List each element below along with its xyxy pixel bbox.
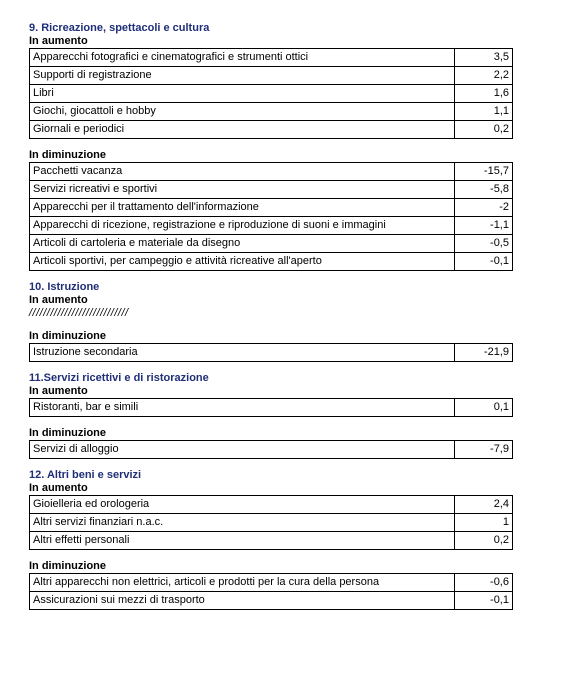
item-label: Altri servizi finanziari n.a.c. bbox=[30, 514, 455, 532]
item-value: 0,2 bbox=[455, 121, 513, 139]
table-row bbox=[30, 85, 513, 103]
item-label: Apparecchi fotografici e cinematografici e strumenti ottici bbox=[30, 49, 455, 67]
document bbox=[29, 22, 513, 610]
increase-table bbox=[29, 495, 513, 550]
item-label: Gioielleria ed orologeria bbox=[30, 496, 455, 514]
table-row bbox=[30, 574, 513, 592]
decrease-table bbox=[29, 440, 513, 459]
item-label: Altri apparecchi non elettrici, articoli e prodotti per la cura della persona bbox=[30, 574, 455, 592]
empty-placeholder: //////////////////////////// bbox=[29, 307, 129, 319]
item-label: Pacchetti vacanza bbox=[30, 163, 455, 181]
decrease-table bbox=[29, 573, 513, 610]
item-value: -0,1 bbox=[455, 253, 513, 271]
item-value: -5,8 bbox=[455, 181, 513, 199]
item-label: Istruzione secondaria bbox=[30, 344, 455, 362]
item-value: 0,2 bbox=[455, 532, 513, 550]
item-value: 1,6 bbox=[455, 85, 513, 103]
item-value: -15,7 bbox=[455, 163, 513, 181]
table-row bbox=[30, 49, 513, 67]
table-row bbox=[30, 103, 513, 121]
item-label: Servizi ricreativi e sportivi bbox=[30, 181, 455, 199]
section-istruzione bbox=[29, 281, 513, 362]
table-row bbox=[30, 344, 513, 362]
decrease-table bbox=[29, 162, 513, 271]
table-row bbox=[30, 67, 513, 85]
table-row bbox=[30, 235, 513, 253]
table-row bbox=[30, 514, 513, 532]
item-label: Giornali e periodici bbox=[30, 121, 455, 139]
increase-table bbox=[29, 398, 513, 417]
table-row bbox=[30, 121, 513, 139]
section-title: 11.Servizi ricettivi e di ristorazione bbox=[29, 372, 209, 384]
item-label: Ristoranti, bar e simili bbox=[30, 399, 455, 417]
decrease-table bbox=[29, 343, 513, 362]
table-row bbox=[30, 163, 513, 181]
item-label: Apparecchi di ricezione, registrazione e riproduzione di suoni e immagini bbox=[30, 217, 455, 235]
item-value: 1 bbox=[455, 514, 513, 532]
item-label: Giochi, giocattoli e hobby bbox=[30, 103, 455, 121]
table-row bbox=[30, 532, 513, 550]
item-label: Articoli sportivi, per campeggio e attività ricreative all'aperto bbox=[30, 253, 455, 271]
item-value: -0,1 bbox=[455, 592, 513, 610]
item-value: -21,9 bbox=[455, 344, 513, 362]
item-label: Altri effetti personali bbox=[30, 532, 455, 550]
section-altri-beni bbox=[29, 469, 513, 610]
table-row bbox=[30, 592, 513, 610]
decrease-heading: In diminuzione bbox=[29, 560, 106, 572]
decrease-heading: In diminuzione bbox=[29, 149, 106, 161]
decrease-heading: In diminuzione bbox=[29, 330, 106, 342]
section-title: 9. Ricreazione, spettacoli e cultura bbox=[29, 22, 210, 34]
item-label: Servizi di alloggio bbox=[30, 441, 455, 459]
table-row bbox=[30, 253, 513, 271]
section-title: 10. Istruzione bbox=[29, 281, 100, 293]
table-row bbox=[30, 181, 513, 199]
increase-heading: In aumento bbox=[29, 482, 88, 494]
table-row bbox=[30, 441, 513, 459]
section-ricreazione bbox=[29, 22, 513, 271]
item-value: -1,1 bbox=[455, 217, 513, 235]
item-label: Articoli di cartoleria e materiale da disegno bbox=[30, 235, 455, 253]
increase-heading: In aumento bbox=[29, 35, 88, 47]
table-row bbox=[30, 399, 513, 417]
item-label: Libri bbox=[30, 85, 455, 103]
increase-heading: In aumento bbox=[29, 385, 88, 397]
item-value: -7,9 bbox=[455, 441, 513, 459]
table-row bbox=[30, 217, 513, 235]
increase-heading: In aumento bbox=[29, 294, 88, 306]
section-title: 12. Altri beni e servizi bbox=[29, 469, 142, 481]
item-value: 2,2 bbox=[455, 67, 513, 85]
decrease-heading: In diminuzione bbox=[29, 427, 106, 439]
item-label: Apparecchi per il trattamento dell'informazione bbox=[30, 199, 455, 217]
item-label: Supporti di registrazione bbox=[30, 67, 455, 85]
item-value: 2,4 bbox=[455, 496, 513, 514]
increase-table bbox=[29, 48, 513, 139]
item-value: 1,1 bbox=[455, 103, 513, 121]
item-value: 0,1 bbox=[455, 399, 513, 417]
item-value: -0,6 bbox=[455, 574, 513, 592]
item-value: -2 bbox=[455, 199, 513, 217]
item-label: Assicurazioni sui mezzi di trasporto bbox=[30, 592, 455, 610]
table-row bbox=[30, 199, 513, 217]
table-row bbox=[30, 496, 513, 514]
item-value: 3,5 bbox=[455, 49, 513, 67]
item-value: -0,5 bbox=[455, 235, 513, 253]
section-servizi-ricettivi bbox=[29, 372, 513, 459]
